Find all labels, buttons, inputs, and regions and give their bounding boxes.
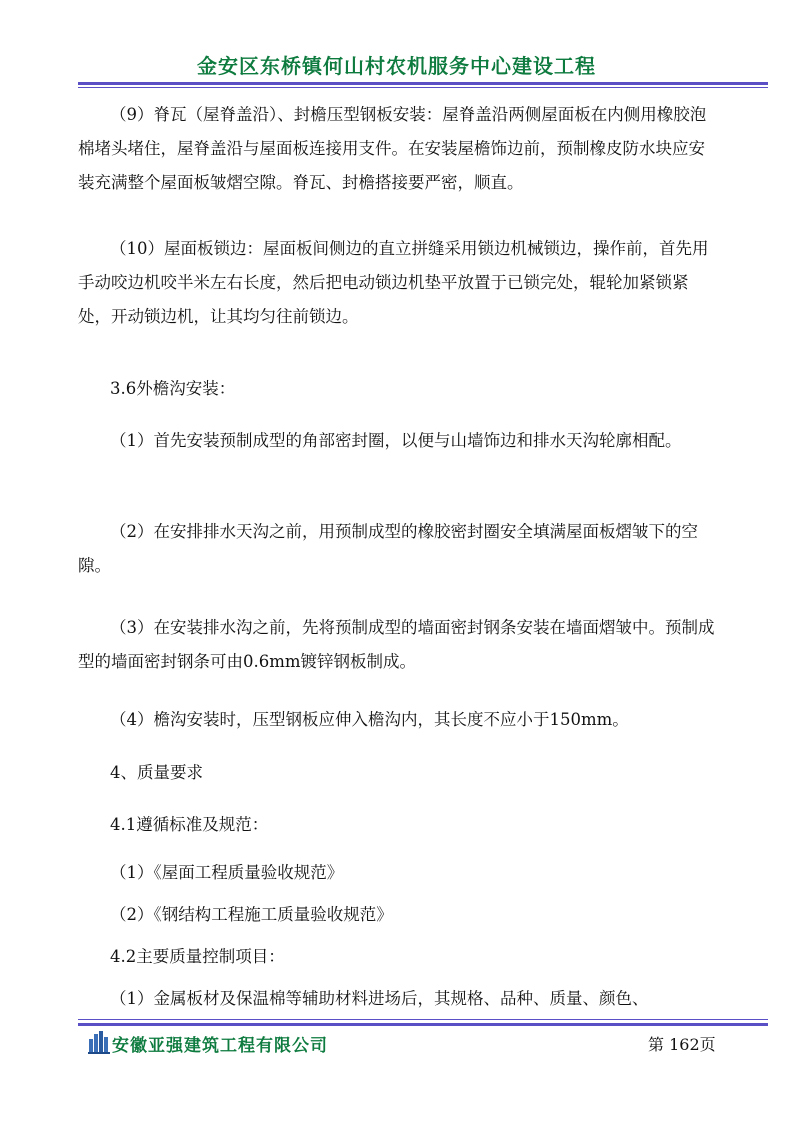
paragraph-roof-lock-edge: （10）屋面板锁边：屋面板间侧边的直立拼缝采用锁边机械锁边，操作前，首先用手动咬边机咬半米左右长度，然后把电动锁边机垫平放置于已锁完处，辊轮加紧锁紧处，开动锁边机，让其均匀往前锁边。: [78, 239, 709, 326]
section-heading-quality: 4、质量要求: [110, 763, 203, 782]
page-number: 第 162页: [648, 1035, 716, 1054]
subheading-standards: 4.1遵循标准及规范：: [110, 815, 269, 834]
footer-company-name: 安徽亚强建筑工程有限公司: [112, 1036, 328, 1056]
footer-rule-thick: [78, 1023, 768, 1026]
header-rule-thin: [78, 87, 768, 88]
header-rule-thick: [78, 82, 768, 85]
standard-item-steel: （2）《钢结构工程施工质量验收规范》: [110, 905, 393, 924]
subheading-control-items: 4.2主要质量控制项目：: [110, 947, 285, 966]
footer-rule-thin: [78, 1019, 768, 1020]
section-heading-gutter: 3.6外檐沟安装：: [110, 379, 236, 398]
standard-item-roof: （1）《屋面工程质量验收规范》: [110, 863, 344, 882]
paragraph-materials: （1）金属板材及保温棉等辅助材料进场后，其规格、品种、质量、颜色、: [110, 989, 649, 1008]
paragraph-ridge-tile: （9）脊瓦（屋脊盖沿）、封檐压型钢板安装：屋脊盖沿两侧屋面板在内侧用橡胶泡棉堵头堵住，屋脊盖沿与屋面板连接用支件。在安装屋檐饰边前，预制橡皮防水块应安装充满整个屋面板皱熠空隙。脊瓦、封檐搭接要严密，顺直。: [78, 105, 707, 192]
header-title: 金安区东桥镇何山村农机服务中心建设工程: [197, 54, 596, 78]
paragraph-gutter-step-4: （4）檐沟安装时，压型钢板应伸入檐沟内，其长度不应小于150mm。: [110, 710, 629, 729]
paragraph-gutter-step-2: （2）在安排排水天沟之前，用预制成型的橡胶密封圈安全填满屋面板熠皱下的空隙。: [78, 522, 698, 575]
paragraph-gutter-step-1: （1）首先安装预制成型的角部密封圈，以便与山墙饰边和排水天沟轮廓相配。: [110, 431, 682, 450]
building-logo-icon: [88, 1030, 110, 1054]
paragraph-gutter-step-3: （3）在安装排水沟之前，先将预制成型的墙面密封钢条安装在墙面熠皱中。预制成型的墙面密封钢条可由0.6mm镀锌钢板制成。: [78, 618, 715, 671]
